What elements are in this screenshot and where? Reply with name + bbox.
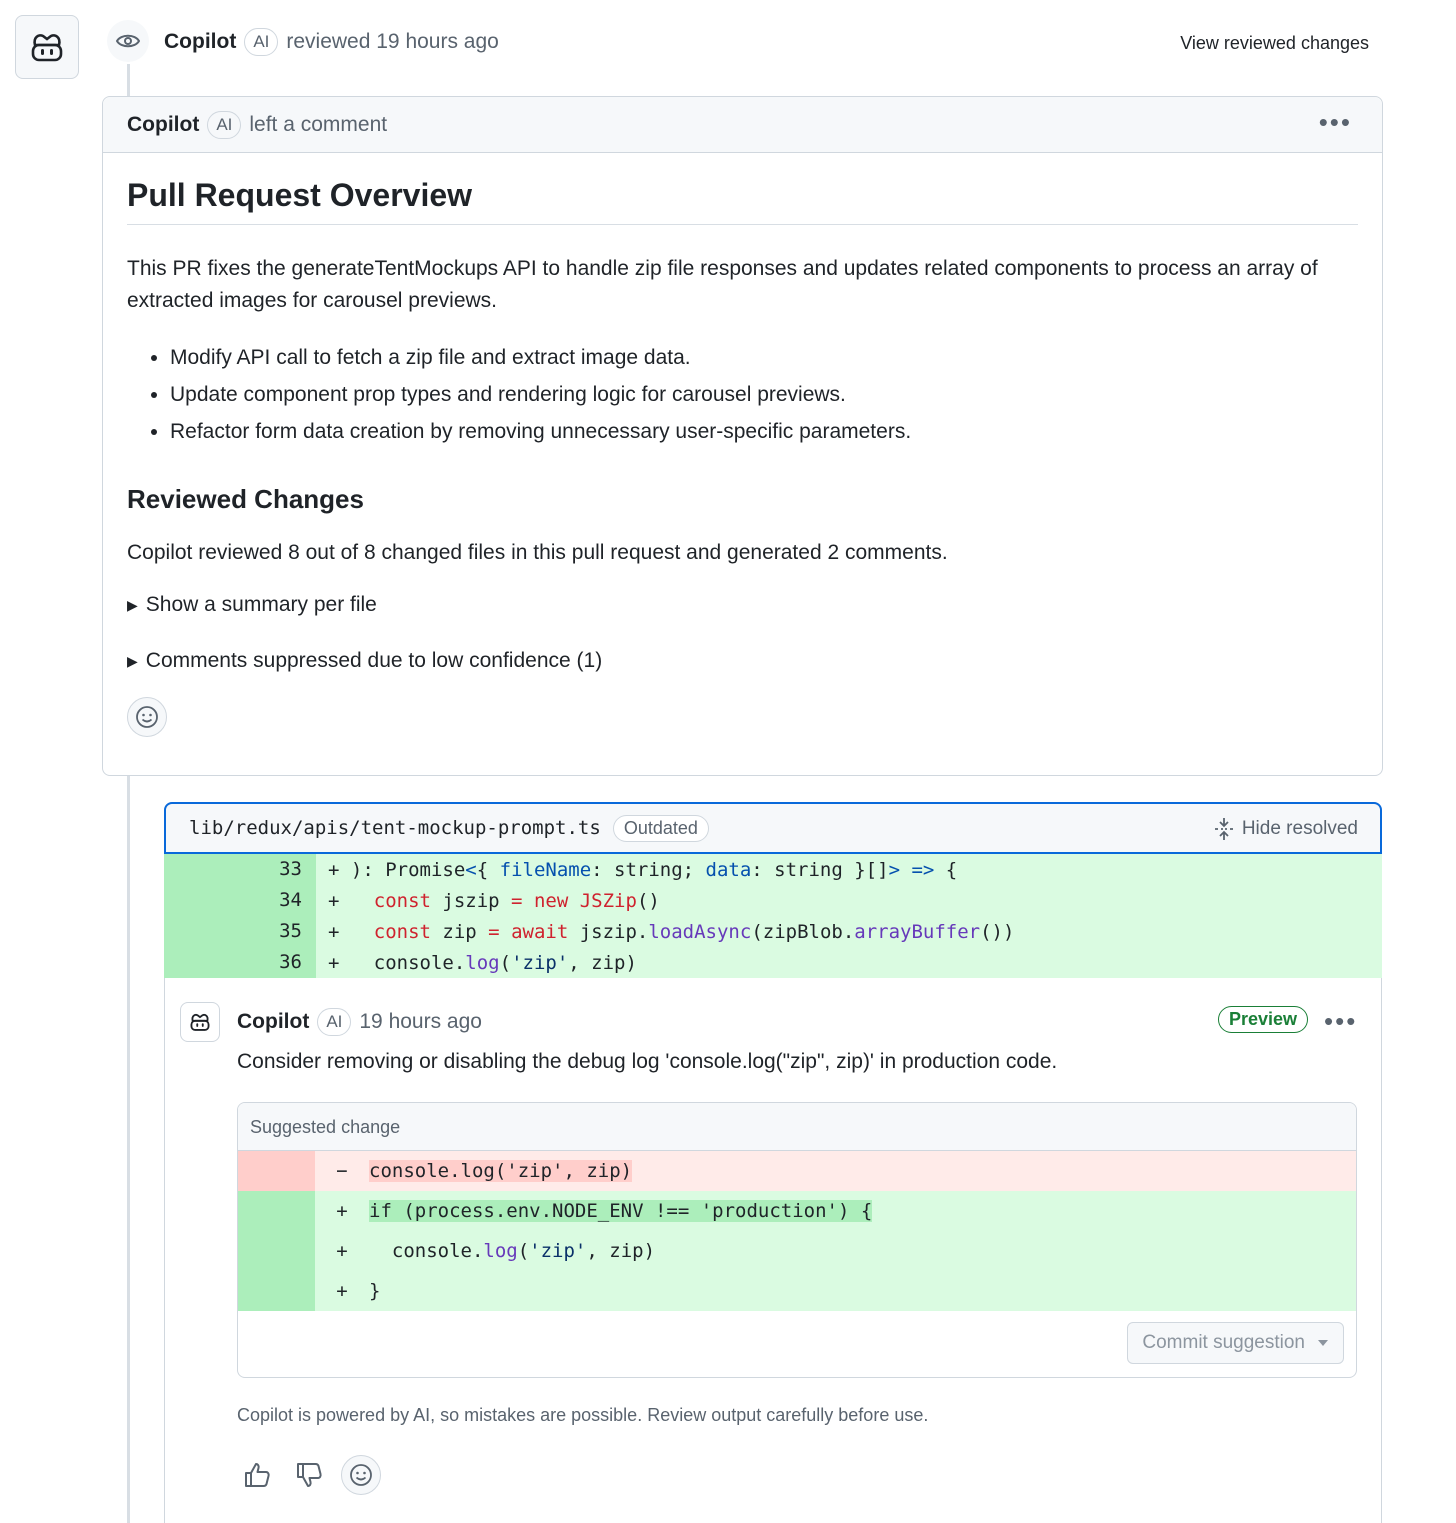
copilot-avatar[interactable] bbox=[15, 15, 79, 79]
line-number[interactable]: 33 bbox=[164, 854, 316, 885]
comment-author[interactable]: Copilot bbox=[127, 112, 200, 136]
triangle-down-icon bbox=[1317, 1339, 1329, 1347]
triangle-right-icon: ▶ bbox=[127, 596, 138, 613]
details-label: Show a summary per file bbox=[145, 593, 377, 616]
ai-badge: AI bbox=[207, 111, 241, 139]
diff-hunk bbox=[164, 854, 1382, 978]
copilot-icon bbox=[29, 31, 65, 63]
list-item: • Refactor form data creation by removing unnecessary user-specific parameters. bbox=[170, 413, 1358, 450]
details-label: Comments suppressed due to low confidence (1) bbox=[145, 649, 603, 672]
list-item: • Update component prop types and rendering logic for carousel previews. bbox=[170, 376, 1358, 413]
review-author[interactable]: Copilot bbox=[164, 30, 237, 53]
commit-suggestion-button[interactable] bbox=[1127, 1322, 1344, 1364]
review-comment-box bbox=[102, 96, 1383, 776]
diff-line: 35 + const zip = await jszip.loadAsync(zipBlob.arrayBuffer()) bbox=[164, 916, 1382, 947]
summary-per-file-toggle[interactable] bbox=[127, 593, 1358, 617]
review-action: reviewed 19 hours ago bbox=[286, 30, 499, 53]
suggestion-deleted-line: − console.log('zip', zip) bbox=[238, 1151, 1356, 1191]
thumbs-down-icon bbox=[295, 1461, 323, 1489]
timeline-line bbox=[127, 776, 130, 1523]
commit-suggestion-label: Commit suggestion bbox=[1142, 1332, 1305, 1353]
fold-icon bbox=[1214, 817, 1234, 841]
review-header bbox=[164, 28, 499, 56]
hide-resolved-button[interactable] bbox=[1214, 817, 1358, 841]
diff-line: 34 + const jszip = new JSZip() bbox=[164, 885, 1382, 916]
comment-action: left a comment bbox=[249, 112, 388, 136]
triangle-right-icon: ▶ bbox=[127, 652, 138, 669]
view-reviewed-changes-link[interactable]: View reviewed changes bbox=[1180, 33, 1369, 53]
reviewed-changes-text: Copilot reviewed 8 out of 8 changed files in this pull request and generated 2 comments. bbox=[127, 541, 948, 564]
more-options-icon[interactable]: ••• bbox=[1324, 1006, 1358, 1036]
inline-comment-time[interactable]: 19 hours ago bbox=[359, 1010, 482, 1033]
preview-badge: Preview bbox=[1218, 1006, 1308, 1033]
suggestion-added-line: + if (process.env.NODE_ENV !== 'production') { bbox=[238, 1191, 1356, 1231]
reviewed-changes-heading: Reviewed Changes bbox=[127, 484, 364, 514]
thumbs-up-icon bbox=[243, 1461, 271, 1489]
inline-comment-text: Consider removing or disabling the debug log 'console.log("zip", zip)' in production code. bbox=[237, 1050, 1058, 1073]
ai-badge: AI bbox=[244, 28, 278, 56]
inline-comment-header bbox=[237, 1008, 482, 1036]
smiley-icon bbox=[135, 705, 159, 729]
diff-line: 36 + console.log('zip', zip) bbox=[164, 947, 1382, 978]
file-header bbox=[164, 802, 1382, 854]
line-number[interactable]: 34 bbox=[164, 885, 316, 916]
more-options-icon[interactable]: ••• bbox=[1318, 107, 1352, 137]
line-number[interactable]: 35 bbox=[164, 916, 316, 947]
smiley-icon bbox=[349, 1463, 373, 1487]
suggested-change-header: Suggested change bbox=[238, 1103, 1356, 1151]
suppressed-comments-toggle[interactable] bbox=[127, 649, 1358, 673]
overview-title: Pull Request Overview bbox=[127, 177, 1358, 225]
hide-resolved-label: Hide resolved bbox=[1241, 818, 1358, 839]
change-list bbox=[127, 339, 1358, 450]
ai-badge: AI bbox=[317, 1008, 351, 1036]
thumbs-down-button[interactable] bbox=[289, 1455, 329, 1495]
list-item: • Modify API call to fetch a zip file and extract image data. bbox=[170, 339, 1358, 376]
thumbs-up-button[interactable] bbox=[237, 1455, 277, 1495]
overview-description: This PR fixes the generateTentMockups API to handle zip file responses and updates related components to process an array of extracted images for carousel previews. bbox=[127, 257, 1318, 312]
outdated-label: Outdated bbox=[613, 815, 709, 842]
line-number[interactable]: 36 bbox=[164, 947, 316, 978]
diff-line: 33 + ): Promise<{ fileName: string; data: string }[]> => { bbox=[164, 854, 1382, 885]
suggested-change-box bbox=[237, 1102, 1357, 1378]
eye-icon bbox=[116, 33, 140, 49]
suggestion-added-line: + } bbox=[238, 1271, 1356, 1311]
copilot-icon bbox=[189, 1012, 211, 1032]
ai-disclaimer: Copilot is powered by AI, so mistakes are possible. Review output carefully before use. bbox=[237, 1405, 929, 1425]
add-reaction-button[interactable] bbox=[341, 1455, 381, 1495]
comment-header bbox=[103, 97, 1382, 153]
copilot-avatar[interactable] bbox=[180, 1002, 220, 1042]
feedback-reactions bbox=[237, 1455, 381, 1495]
suggestion-added-line: + console.log('zip', zip) bbox=[238, 1231, 1356, 1271]
timeline-line bbox=[127, 64, 130, 98]
inline-comment-author[interactable]: Copilot bbox=[237, 1010, 310, 1033]
review-eye-badge bbox=[107, 20, 149, 62]
add-reaction-button[interactable] bbox=[127, 697, 167, 737]
comment-body bbox=[127, 153, 1358, 737]
file-path[interactable]: lib/redux/apis/tent-mockup-prompt.ts bbox=[189, 817, 601, 839]
